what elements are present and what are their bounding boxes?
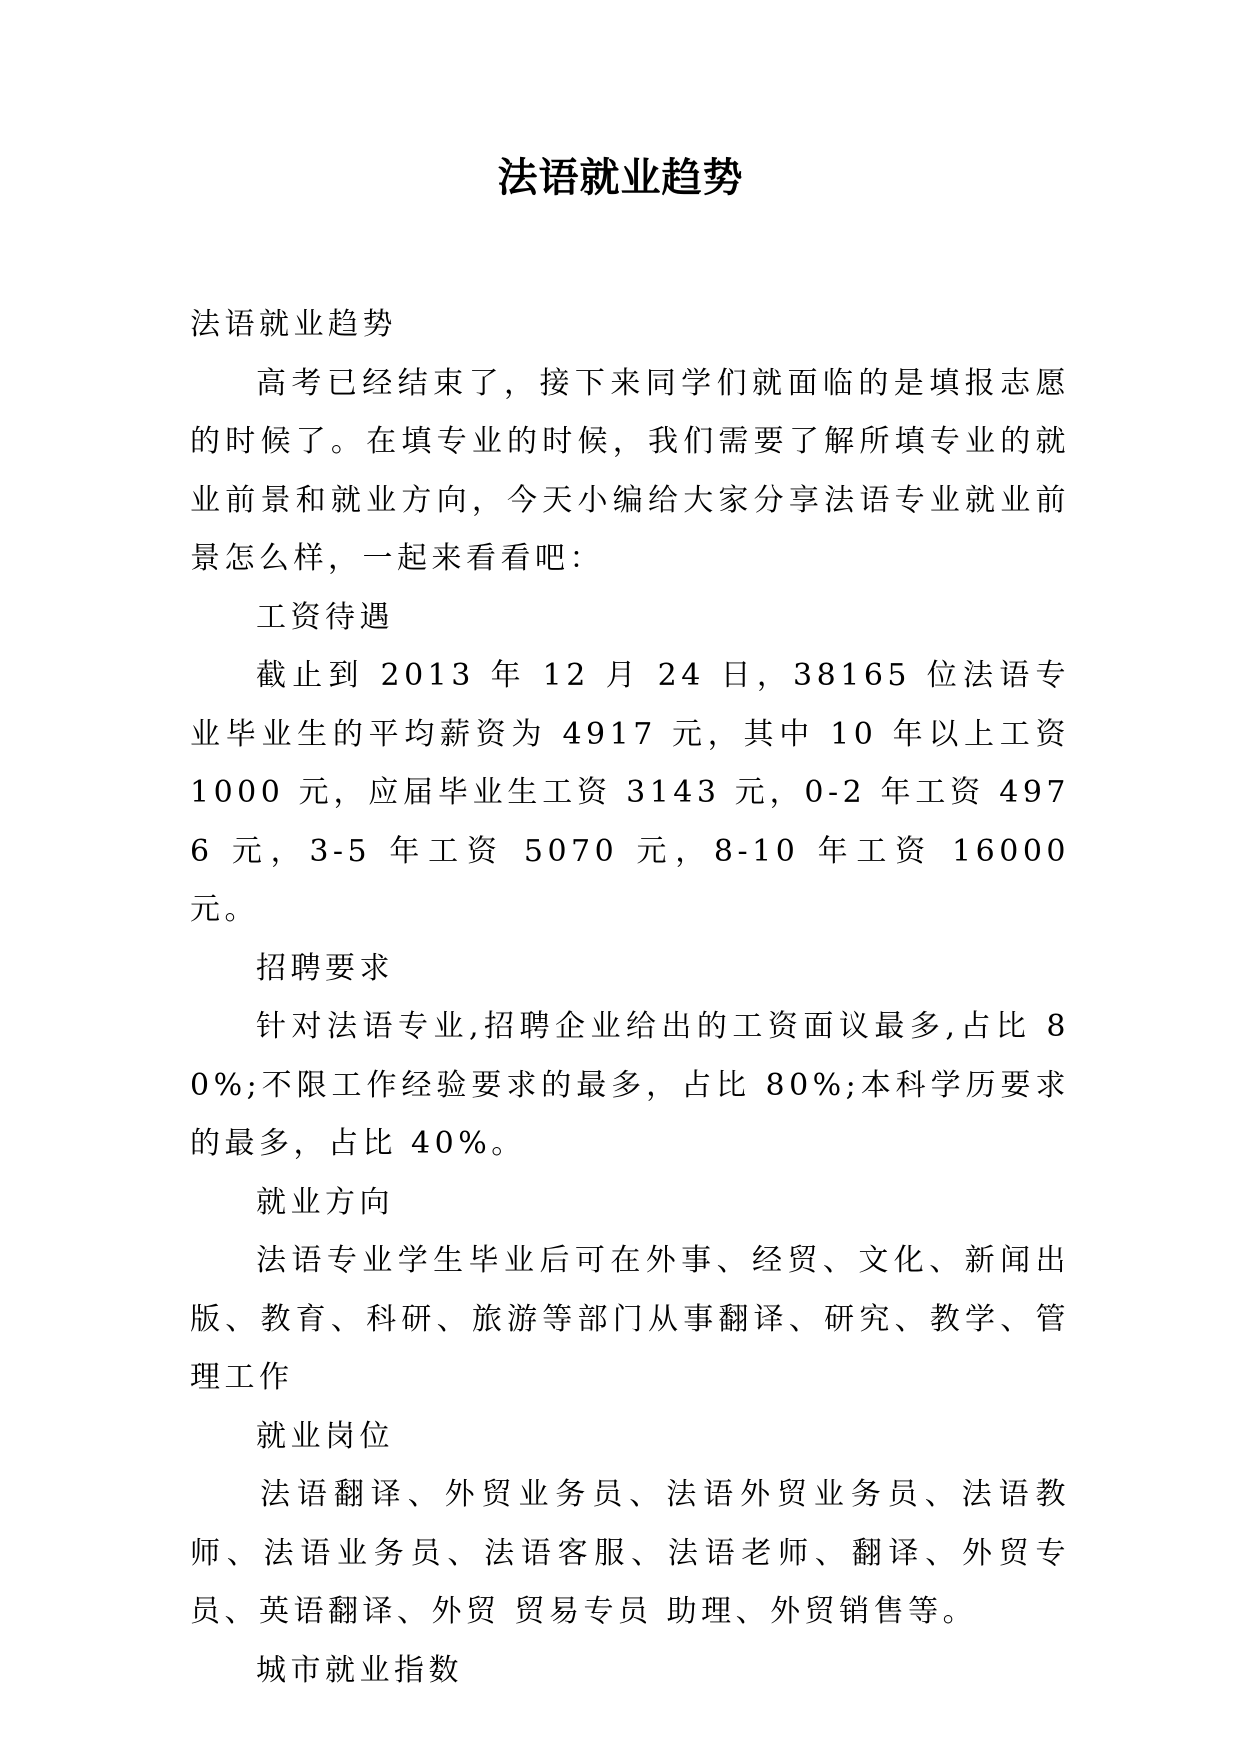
salary-paragraph: 截止到 2013 年 12 月 24 日，38165 位法语专业毕业生的平均薪资为 4917 元，其中 10 年以上工资 1000 元，应届毕业生工资 3143 元，0-2 年工资 4976 元，3-5 年工资 5070 元，8-10 年工资 16000 元。 (190, 658, 1070, 927)
section-heading-city-index: 城市就业指数 (256, 1652, 463, 1688)
direction-paragraph: 法语专业学生毕业后可在外事、经贸、文化、新闻出版、教育、科研、旅游等部门从事翻译、研究、教学、管理工作 (190, 1243, 1070, 1395)
requirements-paragraph: 针对法语专业,招聘企业给出的工资面议最多,占比 80%;不限工作经验要求的最多，占比 80%;本科学历要求的最多，占比 40%。 (190, 1009, 1070, 1161)
section-heading-direction: 就业方向 (256, 1184, 394, 1220)
positions-paragraph: 法语翻译、外贸业务员、法语外贸业务员、法语教师、法语业务员、法语客服、法语老师、翻译、外贸专员、英语翻译、外贸 贸易专员 助理、外贸销售等。 (190, 1477, 1070, 1629)
document-body (190, 296, 1070, 1700)
intro-heading: 法语就业趋势 (190, 307, 397, 342)
section-heading-requirements: 招聘要求 (256, 950, 394, 986)
intro-paragraph: 高考已经结束了，接下来同学们就面临的是填报志愿的时候了。在填专业的时候，我们需要了解所填专业的就业前景和就业方向，今天小编给大家分享法语专业就业前景怎么样，一起来看看吧： (190, 365, 1070, 576)
section-heading-salary: 工资待遇 (256, 599, 394, 635)
section-heading-positions: 就业岗位 (256, 1418, 394, 1454)
page-title: 法语就业趋势 (497, 154, 744, 201)
